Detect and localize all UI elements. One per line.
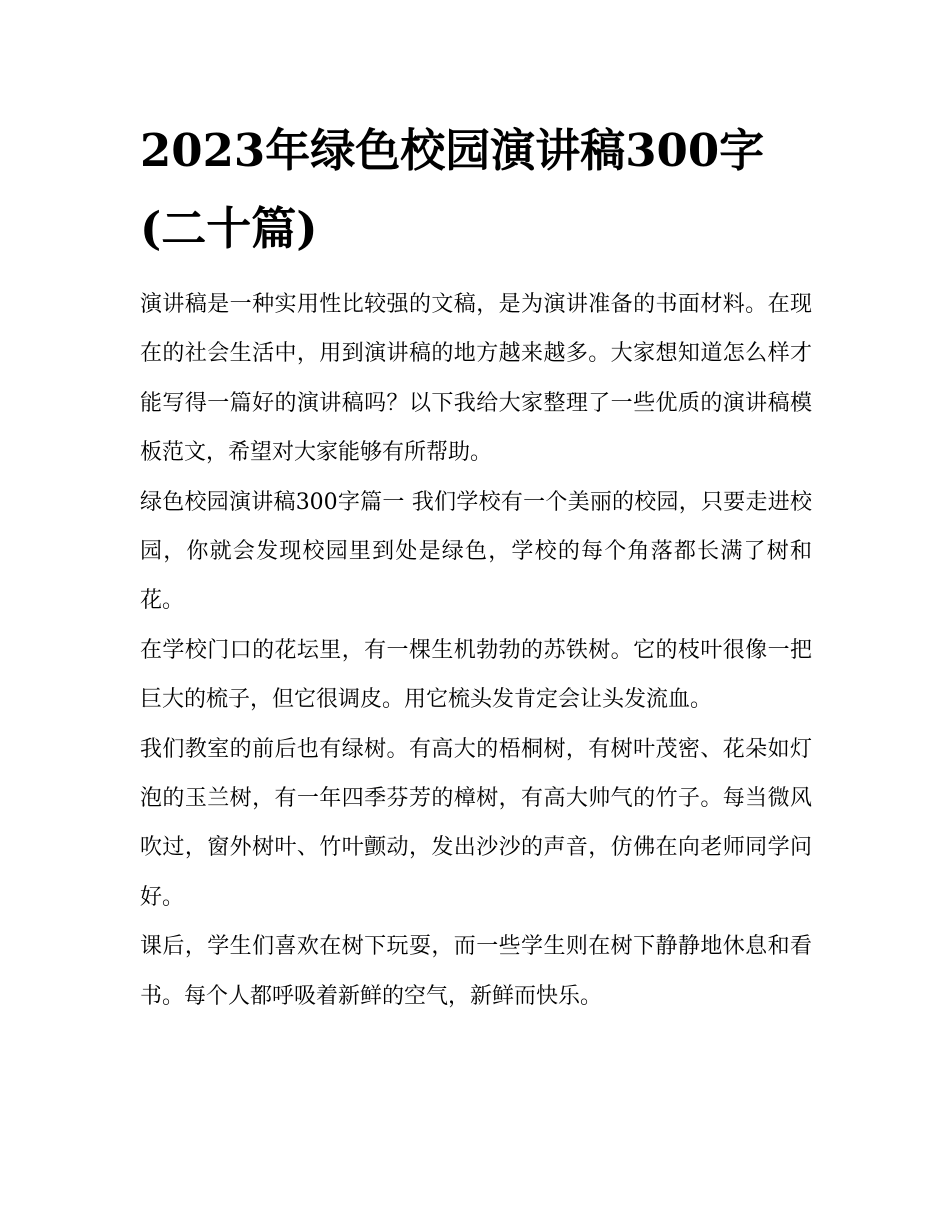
document-body (140, 112, 812, 1021)
document-title: 2023年绿色校园演讲稿300字(二十篇) (140, 124, 765, 255)
paragraph-intro: 演讲稿是一种实用性比较强的文稿，是为演讲准备的书面材料。在现在的社会生活中，用到演讲稿的地方越来越多。大家想知道怎么样才能写得一篇好的演讲稿吗？以下我给大家整理了一些优质的演讲稿模板范文，希望对大家能够有所帮助。 (140, 292, 812, 466)
paragraph-2: 在学校门口的花坛里，有一棵生机勃勃的苏铁树。它的枝叶很像一把巨大的梳子，但它很调皮。用它梳头发肯定会让头发流血。 (140, 637, 812, 713)
paragraph-4: 课后，学生们喜欢在树下玩耍，而一些学生则在树下静静地休息和看书。每个人都呼吸着新鲜的空气，新鲜而快乐。 (140, 934, 812, 1009)
paragraph-3: 我们教室的前后也有绿树。有高大的梧桐树，有树叶茂密、花朵如灯泡的玉兰树，有一年四季芬芳的樟树，有高大帅气的竹子。每当微风吹过，窗外树叶、竹叶颤动，发出沙沙的声音，仿佛在向老师同学问好。 (140, 736, 812, 910)
paragraph-1: 绿色校园演讲稿300字篇一 我们学校有一个美丽的校园，只要走进校园，你就会发现校园里到处是绿色，学校的每个角落都长满了树和花。 (140, 489, 812, 614)
